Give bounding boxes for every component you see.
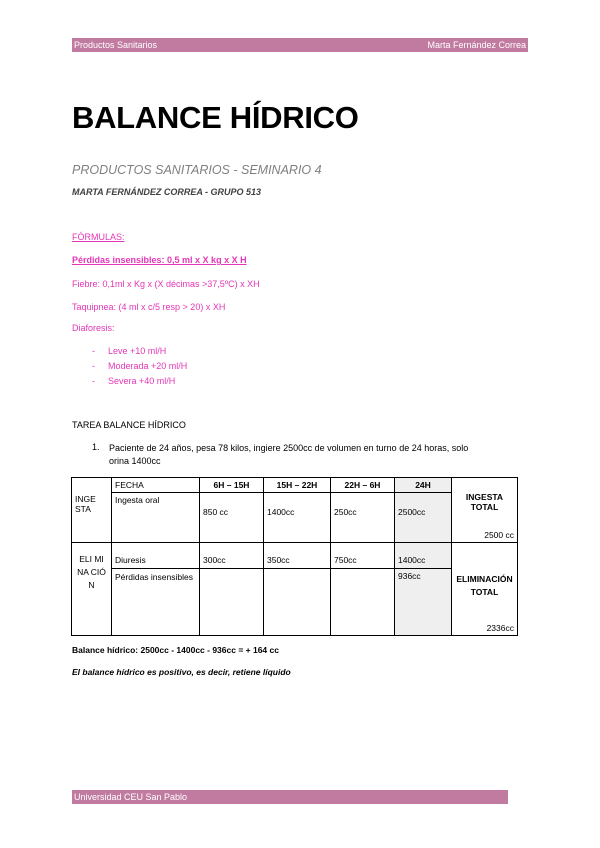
balance-table [71, 477, 518, 636]
formulas-heading: FÓRMULAS: [72, 232, 125, 242]
ingesta-value: 2500cc [395, 493, 452, 543]
diuresis-value: 1400cc [395, 543, 452, 569]
formula-diaforesis: Diaforesis: [72, 323, 115, 333]
document-subtitle: PRODUCTOS SANITARIOS - SEMINARIO 4 [72, 163, 322, 177]
task-number: 1. [92, 442, 100, 452]
col-header: 22H – 6H [331, 478, 395, 493]
diuresis-value: 300cc [200, 543, 264, 569]
task-statement: Paciente de 24 años, pesa 78 kilos, ingiere 2500cc de volumen en turno de 24 horas, solo orina 1400cc [109, 443, 469, 466]
col-header: 24H [395, 478, 452, 493]
diaforesis-item: - Severa +40 ml/H [92, 376, 176, 386]
ingesta-oral-label: Ingesta oral [112, 493, 200, 543]
formula-taquipnea: Taquipnea: (4 ml x c/5 resp > 20) x XH [72, 302, 226, 312]
eliminacion-total-label: ELIMINACIÓN TOTAL [456, 574, 513, 597]
balance-conclusion: El balance hídrico es positivo, es decir, retiene líquido [72, 667, 291, 677]
diaforesis-item: - Leve +10 ml/H [92, 346, 167, 356]
ingesta-value: 1400cc [264, 493, 331, 543]
footer-left: Universidad CEU San Pablo [74, 792, 188, 802]
ingesta-total-value: 2500 cc [484, 530, 514, 540]
document-title: BALANCE HÍDRICO [72, 100, 359, 135]
diuresis-value: 350cc [264, 543, 331, 569]
header-right: Marta Fernández Correa [427, 40, 526, 50]
page-header [72, 38, 528, 52]
formula-fiebre: Fiebre: 0,1ml x Kg x (X décimas >37,5ºC) x XH [72, 279, 260, 289]
ingesta-total-cell [452, 478, 518, 543]
diuresis-label: Diuresis [112, 543, 200, 569]
document-author: MARTA FERNÁNDEZ CORREA - GRUPO 513 [72, 187, 262, 197]
ingesta-value: 850 cc [200, 493, 264, 543]
ingesta-value: 250cc [331, 493, 395, 543]
formula-perdidas: Pérdidas insensibles: 0,5 ml x X kg x X H [72, 255, 247, 265]
page-footer [72, 790, 508, 804]
col-header: 15H – 22H [264, 478, 331, 493]
eliminacion-label: ELI MI NA CIÓ N [72, 543, 112, 636]
col-header: 6H – 15H [200, 478, 264, 493]
header-left: Productos Sanitarios [74, 40, 158, 50]
perdidas-label: Pérdidas insensibles [112, 569, 200, 636]
empty-cell [331, 569, 395, 636]
empty-cell [200, 569, 264, 636]
task-heading: TAREA BALANCE HÍDRICO [72, 420, 186, 430]
perdidas-value: 936cc [395, 569, 452, 636]
fecha-header: FECHA [112, 478, 200, 493]
ingesta-label: INGE STA [72, 478, 112, 543]
ingesta-total-label: INGESTA TOTAL [465, 492, 504, 512]
empty-cell [264, 569, 331, 636]
diuresis-value: 750cc [331, 543, 395, 569]
eliminacion-total-cell [452, 543, 518, 636]
balance-result: Balance hídrico: 2500cc - 1400cc - 936cc = + 164 cc [72, 645, 279, 655]
diaforesis-item: - Moderada +20 ml/H [92, 361, 188, 371]
eliminacion-total-value: 2336cc [486, 623, 514, 633]
